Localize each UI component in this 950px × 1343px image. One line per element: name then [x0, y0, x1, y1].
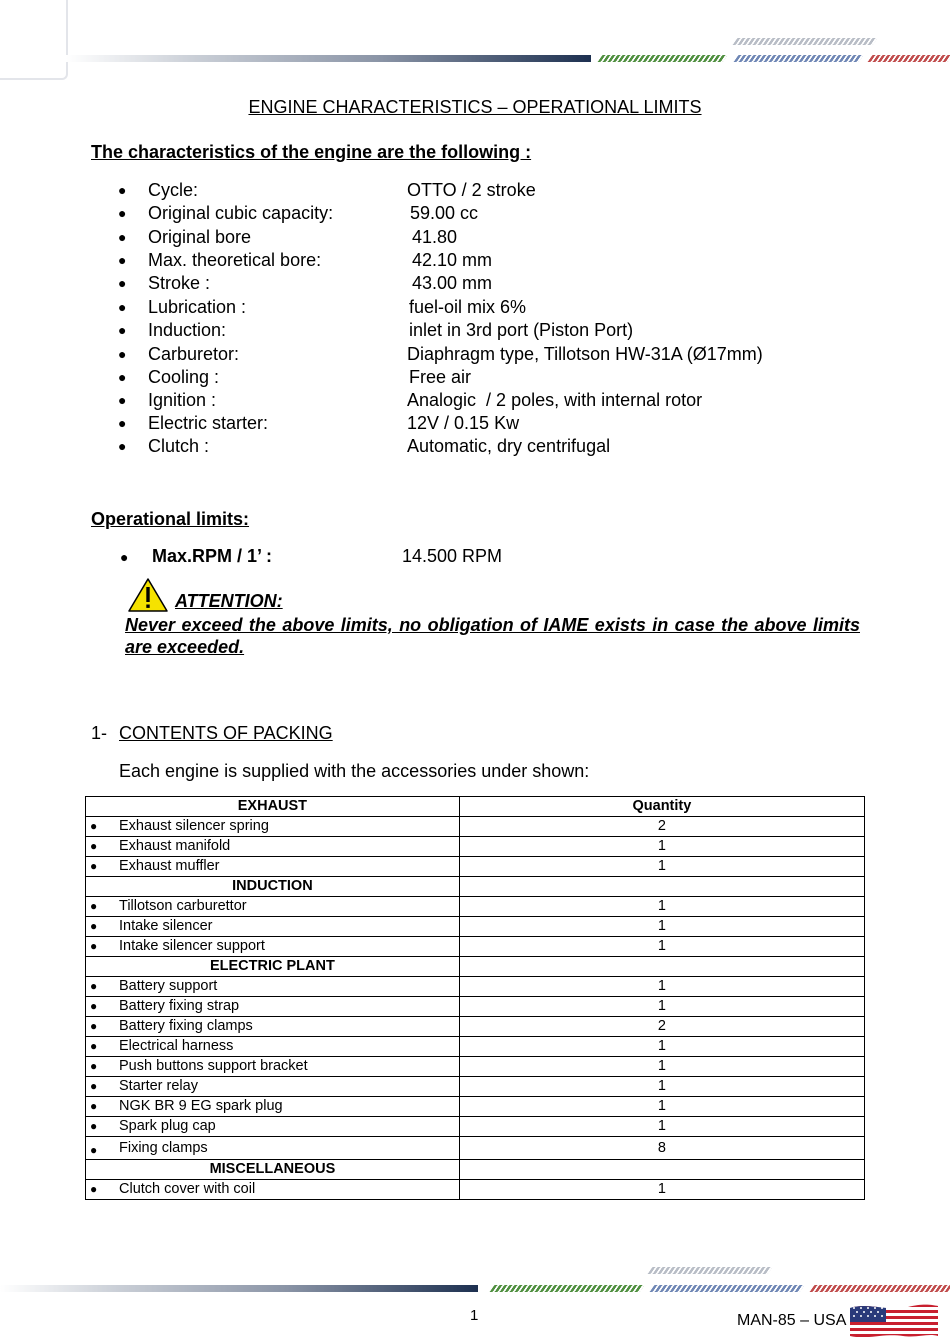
group-row	[86, 1160, 865, 1180]
footer-stripe-blue	[650, 1285, 805, 1292]
item-quantity: 2	[459, 817, 864, 837]
item-name: ● Tillotson carburettor	[86, 897, 460, 917]
header-band	[66, 55, 591, 62]
item-name: ● Starter relay	[86, 1077, 460, 1097]
bullet-icon: ●	[118, 299, 127, 315]
header-stripe-red	[868, 55, 950, 62]
bullet-icon: ●	[118, 322, 127, 338]
bullet-icon: ●	[90, 1039, 98, 1053]
bullet-icon: ●	[118, 369, 127, 385]
bullet-icon: ●	[90, 1119, 98, 1133]
spec-value: 43.00 mm	[412, 273, 493, 293]
header-stripe-blue	[734, 55, 864, 62]
spec-value: 42.10 mm	[412, 250, 493, 270]
item-quantity: 1	[459, 1097, 864, 1117]
item-name: ● Fixing clamps	[86, 1137, 460, 1160]
warning-text: Never exceed the above limits, no obligation of IAME exists in case the above limits are exceeded.	[125, 615, 860, 657]
group-header: INDUCTION	[86, 877, 460, 897]
section-title: CONTENTS OF PACKING	[119, 723, 333, 743]
item-name: ● Exhaust muffler	[86, 857, 460, 877]
group-header: MISCELLANEOUS	[86, 1160, 460, 1180]
spec-label: Original cubic capacity:	[148, 203, 334, 223]
item-name: ● Battery fixing strap	[86, 997, 460, 1017]
spec-value: Analogic / 2 poles, with internal rotor	[407, 390, 703, 410]
spec-label: Induction:	[148, 320, 227, 340]
item-quantity: 1	[459, 857, 864, 877]
spec-value: Free air	[409, 367, 472, 387]
packing-table	[85, 796, 865, 1200]
item-quantity: 1	[459, 1180, 864, 1200]
item-name: ● Battery fixing clamps	[86, 1017, 460, 1037]
bullet-icon: ●	[90, 839, 98, 853]
bullet-icon: ●	[118, 438, 127, 454]
spec-label: Max. theoretical bore:	[148, 250, 322, 270]
item-name: ● Exhaust silencer spring	[86, 817, 460, 837]
bullet-icon: ●	[90, 919, 98, 933]
document-code: MAN-85 – USA	[737, 1312, 847, 1329]
table-row	[86, 1137, 865, 1160]
warning-icon	[127, 577, 169, 613]
bullet-icon: ●	[90, 1143, 98, 1157]
spec-value: inlet in 3rd port (Piston Port)	[409, 320, 634, 340]
spec-label: Lubrication :	[148, 297, 247, 317]
table-row	[86, 937, 865, 957]
section-intro: Each engine is supplied with the accessories under shown:	[119, 761, 590, 781]
spec-label: Original bore	[148, 227, 252, 247]
spec-label: Electric starter:	[148, 413, 269, 433]
item-quantity: 1	[459, 1077, 864, 1097]
bullet-icon: ●	[90, 939, 98, 953]
item-quantity: 1	[459, 1037, 864, 1057]
item-name: ● Spark plug cap	[86, 1117, 460, 1137]
item-quantity: 2	[459, 1017, 864, 1037]
item-name: ● Exhaust manifold	[86, 837, 460, 857]
bullet-icon: ●	[90, 999, 98, 1013]
item-quantity: 1	[459, 917, 864, 937]
table-row	[86, 917, 865, 937]
item-name: ● Push buttons support bracket	[86, 1057, 460, 1077]
group-row	[86, 877, 865, 897]
footer-stripe-green	[490, 1285, 645, 1292]
table-row	[86, 1017, 865, 1037]
spec-value: 41.80	[412, 227, 458, 247]
group-header: ELECTRIC PLANT	[86, 957, 460, 977]
header-stripe-green	[598, 55, 728, 62]
bullet-icon: ●	[90, 819, 98, 833]
header-corner-tab	[0, 0, 68, 80]
bullet-icon: ●	[90, 1079, 98, 1093]
characteristics-heading: The characteristics of the engine are the following :	[91, 142, 532, 162]
table-row	[86, 837, 865, 857]
page-title: ENGINE CHARACTERISTICS – OPERATIONAL LIMITS	[248, 97, 702, 117]
bullet-icon: ●	[118, 346, 127, 362]
table-row	[86, 897, 865, 917]
max-rpm-value: 14.500 RPM	[402, 546, 503, 566]
usa-flag-icon	[848, 1302, 940, 1340]
item-name: ● Intake silencer	[86, 917, 460, 937]
spec-value: OTTO / 2 stroke	[407, 180, 536, 200]
group-row	[86, 957, 865, 977]
item-name: ● Electrical harness	[86, 1037, 460, 1057]
group-header: EXHAUST	[86, 797, 460, 817]
spec-value: 59.00 cc	[410, 203, 479, 223]
footer-stripe-red	[810, 1285, 950, 1292]
table-row	[86, 1077, 865, 1097]
attention-label: ATTENTION:	[175, 591, 283, 611]
table-row	[86, 1057, 865, 1077]
item-quantity: 1	[459, 897, 864, 917]
bullet-icon: ●	[118, 229, 127, 245]
footer-stripe-light	[648, 1267, 773, 1274]
table-row	[86, 1117, 865, 1137]
table-row	[86, 1097, 865, 1117]
item-name: ● Clutch cover with coil	[86, 1180, 460, 1200]
bullet-icon: ●	[90, 1182, 98, 1196]
spec-value: Automatic, dry centrifugal	[407, 436, 611, 456]
footer-band	[0, 1285, 478, 1292]
item-quantity: 1	[459, 1117, 864, 1137]
bullet-icon: ●	[90, 1059, 98, 1073]
spec-label: Cycle:	[148, 180, 199, 200]
table-row	[86, 1037, 865, 1057]
item-quantity: 8	[459, 1137, 864, 1160]
item-quantity: 1	[459, 937, 864, 957]
bullet-icon: ●	[90, 979, 98, 993]
bullet-icon: ●	[118, 392, 127, 408]
bullet-icon: ●	[118, 252, 127, 268]
spec-label: Cooling :	[148, 367, 220, 387]
spec-label: Ignition :	[148, 390, 217, 410]
bullet-icon: ●	[118, 205, 127, 221]
spec-label: Clutch :	[148, 436, 210, 456]
item-quantity: 1	[459, 997, 864, 1017]
item-quantity: 1	[459, 977, 864, 997]
bullet-icon: ●	[90, 1099, 98, 1113]
spec-value: fuel-oil mix 6%	[409, 297, 527, 317]
spec-value: Diaphragm type, Tillotson HW-31A (Ø17mm)	[407, 344, 763, 364]
bullet-icon: ●	[118, 182, 127, 198]
header-stripe-light	[733, 38, 878, 45]
item-quantity: 1	[459, 837, 864, 857]
item-name: ● Intake silencer support	[86, 937, 460, 957]
table-row	[86, 977, 865, 997]
item-name: ● NGK BR 9 EG spark plug	[86, 1097, 460, 1117]
item-quantity: 1	[459, 1057, 864, 1077]
bullet-icon: ●	[90, 1019, 98, 1033]
spec-label: Stroke :	[148, 273, 211, 293]
table-row	[86, 1180, 865, 1200]
operational-limits-heading: Operational limits:	[91, 509, 250, 529]
page-number: 1	[470, 1307, 479, 1324]
table-row	[86, 997, 865, 1017]
bullet-icon: ●	[90, 859, 98, 873]
spec-label: Carburetor:	[148, 344, 240, 364]
section-number: 1-	[91, 723, 108, 743]
table-header-row	[86, 797, 865, 817]
item-name: ● Battery support	[86, 977, 460, 997]
spec-value: 12V / 0.15 Kw	[407, 413, 520, 433]
table-row	[86, 857, 865, 877]
bullet-icon: ●	[120, 549, 129, 565]
bullet-icon: ●	[118, 415, 127, 431]
quantity-header: Quantity	[459, 797, 864, 817]
bullet-icon: ●	[90, 899, 98, 913]
bullet-icon: ●	[118, 275, 127, 291]
table-row	[86, 817, 865, 837]
max-rpm-label: Max.RPM / 1’ :	[152, 546, 273, 566]
